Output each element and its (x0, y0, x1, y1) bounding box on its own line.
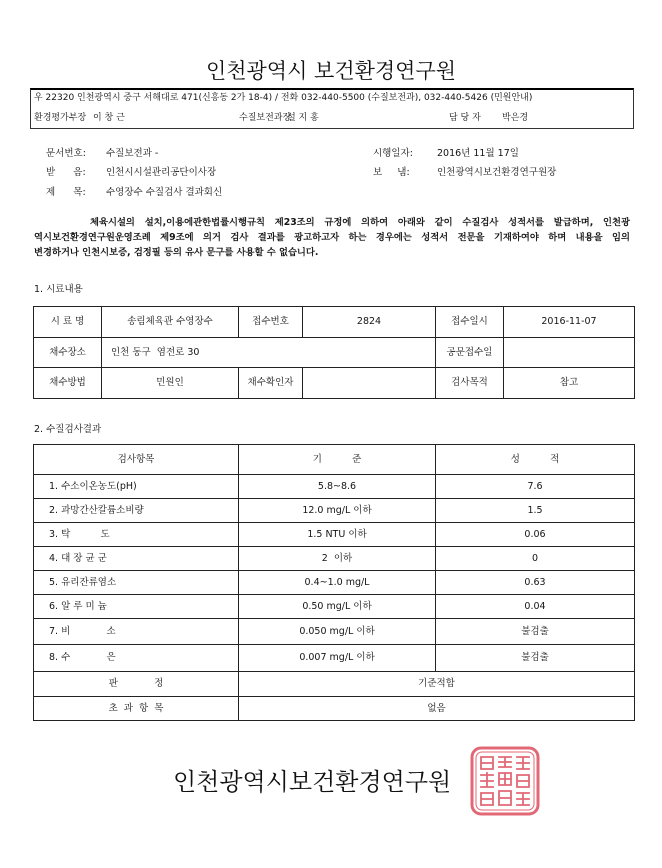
sender: 인천광역시보건환경연구원장 (437, 167, 557, 178)
test-result: 7.6 (436, 475, 635, 499)
subject-label: 제 목: (46, 187, 86, 198)
test-item: 5. 유리잔류염소 (34, 571, 239, 595)
sampling-confirmer-label: 채수확인자 (239, 368, 303, 399)
test-purpose-label: 검사목적 (436, 368, 504, 399)
table-row (34, 499, 635, 523)
exceeded-items-label: 초 과 항 목 (34, 697, 239, 721)
sender-label: 보 냄: (373, 167, 410, 178)
table-row (34, 571, 635, 595)
section-1-heading: 1. 시료내용 (34, 284, 83, 295)
sample-name-label: 시 료 명 (34, 307, 102, 338)
sample-row-2 (34, 338, 635, 368)
doc-number: 수질보전과 - (106, 148, 159, 159)
receipt-date-label: 접수일시 (436, 307, 504, 338)
test-standard: 1.5 NTU 이하 (239, 523, 436, 547)
results-header-row (34, 445, 635, 475)
sample-row-1 (34, 307, 635, 338)
table-row (34, 619, 635, 645)
official-role-3: 담 당 자 (449, 113, 481, 123)
notice-line-1: 체육시설의 설치,이용에관한법률시행규칙 제23조의 규정에 의하여 아래와 같이 수질검사 성적서를 발급하며, 인천광 (90, 217, 630, 228)
test-item: 2. 과망간산칼륨소비량 (34, 499, 239, 523)
notice-line-3: 변경하거나 인천시보증, 검정필 등의 유사 문구를 사용할 수 없습니다. (34, 247, 319, 258)
official-role-2: 수질보전과장 (239, 113, 292, 123)
test-item: 4. 대 장 균 군 (34, 547, 239, 571)
column-header-result: 성 적 (436, 445, 635, 475)
test-standard: 0.50 mg/L 이하 (239, 595, 436, 619)
test-standard: 12.0 mg/L 이하 (239, 499, 436, 523)
test-item: 6. 알 루 미 늄 (34, 595, 239, 619)
official-role-1: 환경평가부장 (34, 113, 87, 123)
test-result: 0.06 (436, 523, 635, 547)
judgement-value: 기준적합 (239, 672, 635, 697)
test-result: 불검출 (436, 619, 635, 645)
sample-row-3 (34, 368, 635, 399)
test-standard: 2 이하 (239, 547, 436, 571)
official-name-2: 설 지 홍 (287, 113, 319, 123)
notice-line-2: 역시보건환경연구원운영조례 제9조에 의거 검사 결과를 광고하고자 하는 경우에는 성적서 전문을 기재하여야 하며 내용을 임의 (34, 232, 630, 243)
official-name-1: 이 창 근 (93, 113, 125, 123)
test-standard: 5.8~8.6 (239, 475, 436, 499)
issuer-name: 인천광역시보건환경연구원 (173, 768, 452, 796)
issue-date-label: 시행일자: (373, 148, 413, 159)
table-row (34, 523, 635, 547)
test-purpose: 참고 (504, 368, 635, 399)
sample-name: 송림체육관 수영장수 (102, 307, 239, 338)
exceeded-items-row (34, 697, 635, 721)
test-result: 0.63 (436, 571, 635, 595)
test-item: 3. 탁 도 (34, 523, 239, 547)
test-result: 0 (436, 547, 635, 571)
recipient-label: 받 음: (46, 167, 86, 178)
test-standard: 0.050 mg/L 이하 (239, 619, 436, 645)
document-title: 인천광역시 보건환경연구원 (205, 59, 457, 83)
issue-date: 2016년 11월 17일 (437, 148, 519, 159)
address-line: 우 22320 인천광역시 중구 서해대로 471(신흥동 2가 18-4) / 전화 032-440-5500 (수질보전과), 032-440-5426 (민원안내) (34, 93, 533, 103)
judgement-row (34, 672, 635, 697)
sampling-method-label: 채수방법 (34, 368, 102, 399)
sampling-confirmer (303, 368, 436, 399)
test-result: 불검출 (436, 645, 635, 672)
column-header-item: 검사항목 (34, 445, 239, 475)
receipt-date: 2016-11-07 (504, 307, 635, 338)
sampling-location-label: 채수장소 (34, 338, 102, 368)
sampling-location: 인천 동구 염전로 30 (102, 338, 436, 368)
test-item: 7. 비 소 (34, 619, 239, 645)
exceeded-items-value: 없음 (239, 697, 635, 721)
judgement-label: 판 정 (34, 672, 239, 697)
table-row (34, 475, 635, 499)
test-results-table (33, 444, 635, 721)
test-result: 0.04 (436, 595, 635, 619)
subject: 수영장수 수질검사 결과회신 (106, 187, 223, 198)
test-result: 1.5 (436, 499, 635, 523)
official-receipt-date (504, 338, 635, 368)
receipt-number-label: 접수번호 (239, 307, 303, 338)
recipient: 인천시시설관리공단이사장 (106, 167, 217, 178)
receipt-number: 2824 (303, 307, 436, 338)
doc-number-label: 문서번호: (46, 148, 86, 159)
test-item: 8. 수 은 (34, 645, 239, 672)
official-seal-icon (469, 745, 541, 817)
column-header-standard: 기 준 (239, 445, 436, 475)
section-2-heading: 2. 수질검사결과 (34, 424, 102, 435)
official-receipt-label: 공문접수일 (436, 338, 504, 368)
test-standard: 0.4~1.0 mg/L (239, 571, 436, 595)
table-row (34, 595, 635, 619)
official-name-3: 박은경 (502, 113, 529, 123)
test-item: 1. 수소이온농도(pH) (34, 475, 239, 499)
table-row (34, 645, 635, 672)
test-standard: 0.007 mg/L 이하 (239, 645, 436, 672)
table-row (34, 547, 635, 571)
sampling-method: 민원인 (102, 368, 239, 399)
sample-info-table (33, 306, 635, 399)
